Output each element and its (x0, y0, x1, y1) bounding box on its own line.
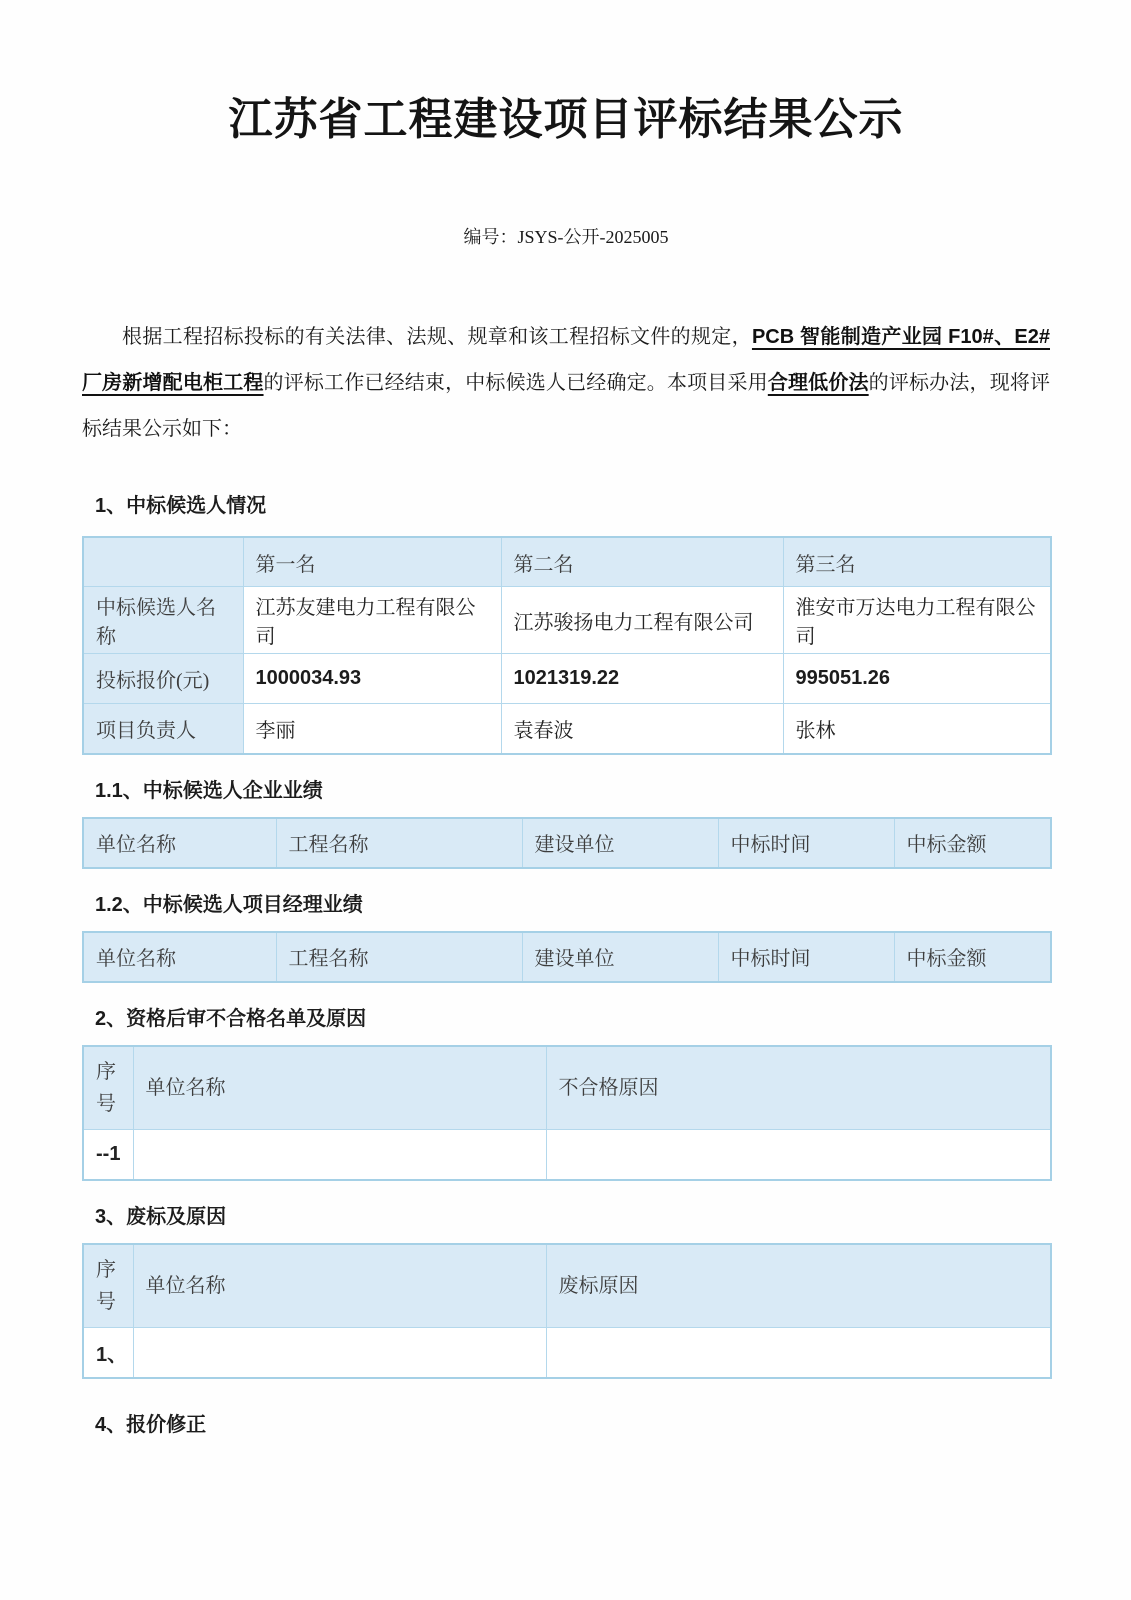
intro-text-2: 的评标工作已经结束，中标候选人已经确定。本项目采用 (263, 371, 768, 394)
table-header-row (83, 932, 1051, 982)
row-label-cell: 中标候选人名称 (83, 587, 243, 654)
table-row-candidate-name (83, 587, 1051, 654)
enterprise-performance-table (82, 817, 1052, 869)
unit-name-cell (133, 1130, 546, 1180)
serial-number-cell: 1、 (83, 1328, 133, 1378)
unit-name-cell (133, 1328, 546, 1378)
header-cell-award-time: 中标时间 (718, 818, 894, 868)
table-row (83, 1328, 1051, 1378)
intro-text-1: 根据工程招标投标的有关法律、法规、规章和该工程招标文件的规定， (122, 325, 752, 348)
unqualified-reason-cell (546, 1130, 1051, 1180)
section-1-1-heading: 1.1、中标候选人企业业绩 (95, 779, 323, 802)
table-row-bid-price (83, 654, 1051, 704)
manager-performance-table (82, 931, 1052, 983)
table-header-row (83, 537, 1051, 587)
row-label-cell: 投标报价(元) (83, 654, 243, 704)
header-cell-rejection-reason: 废标原因 (546, 1244, 1051, 1328)
intro-text-3: 的评标办法，现将评标结果公示如下： (82, 371, 1051, 440)
header-cell-construction-unit: 建设单位 (522, 932, 718, 982)
project-manager-cell: 张林 (783, 704, 1051, 754)
header-cell-construction-unit: 建设单位 (522, 818, 718, 868)
header-cell-serial-number: 序号 (83, 1244, 133, 1328)
rejection-reason-cell (546, 1328, 1051, 1378)
evaluation-method-emphasis: 合理低价法 (767, 371, 869, 394)
bid-price-cell: 995051.26 (783, 654, 1051, 704)
project-manager-cell: 袁春波 (501, 704, 783, 754)
section-1-heading: 1、中标候选人情况 (95, 494, 267, 517)
header-cell-rank-3: 第三名 (783, 537, 1051, 587)
section-4-heading: 4、报价修正 (95, 1413, 207, 1436)
document-content (0, 94, 1131, 1437)
header-cell-rank-2: 第二名 (501, 537, 783, 587)
candidate-name-cell: 江苏友建电力工程有限公司 (243, 587, 501, 654)
header-cell-award-amount: 中标金额 (894, 818, 1051, 868)
header-cell-project-name: 工程名称 (276, 932, 522, 982)
project-name-emphasis: PCB 智能制造产业园 F10#、E2#厂房新增配电柜工程 (82, 325, 1050, 394)
corner-cell (83, 537, 243, 587)
table-header-row (83, 818, 1051, 868)
document-number: 编号：JSYS-公开-2025005 (463, 226, 669, 247)
table-row-project-manager (83, 704, 1051, 754)
header-cell-unit-name: 单位名称 (133, 1244, 546, 1328)
candidate-name-cell: 淮安市万达电力工程有限公司 (783, 587, 1051, 654)
table-row (83, 1130, 1051, 1180)
section-3-heading: 3、废标及原因 (95, 1205, 227, 1228)
bid-price-cell: 1021319.22 (501, 654, 783, 704)
section-2-heading: 2、资格后审不合格名单及原因 (95, 1007, 367, 1030)
intro-paragraph (82, 314, 1050, 452)
header-cell-serial-number: 序号 (83, 1046, 133, 1130)
project-manager-cell: 李丽 (243, 704, 501, 754)
unqualified-list-table (82, 1045, 1052, 1181)
section-1-2-heading: 1.2、中标候选人项目经理业绩 (95, 893, 363, 916)
document-title: 江苏省工程建设项目评标结果公示 (228, 95, 904, 144)
row-label-cell: 项目负责人 (83, 704, 243, 754)
header-cell-unit-name: 单位名称 (83, 818, 276, 868)
rejected-bids-table (82, 1243, 1052, 1379)
header-cell-award-time: 中标时间 (718, 932, 894, 982)
header-cell-unit-name: 单位名称 (83, 932, 276, 982)
winning-candidates-table (82, 536, 1052, 755)
header-cell-unit-name: 单位名称 (133, 1046, 546, 1130)
table-header-row (83, 1046, 1051, 1130)
header-cell-project-name: 工程名称 (276, 818, 522, 868)
serial-number-cell: --1 (83, 1130, 133, 1180)
header-cell-rank-1: 第一名 (243, 537, 501, 587)
candidate-name-cell: 江苏骏扬电力工程有限公司 (501, 587, 783, 654)
table-header-row (83, 1244, 1051, 1328)
bid-price-cell: 1000034.93 (243, 654, 501, 704)
header-cell-unqualified-reason: 不合格原因 (546, 1046, 1051, 1130)
header-cell-award-amount: 中标金额 (894, 932, 1051, 982)
